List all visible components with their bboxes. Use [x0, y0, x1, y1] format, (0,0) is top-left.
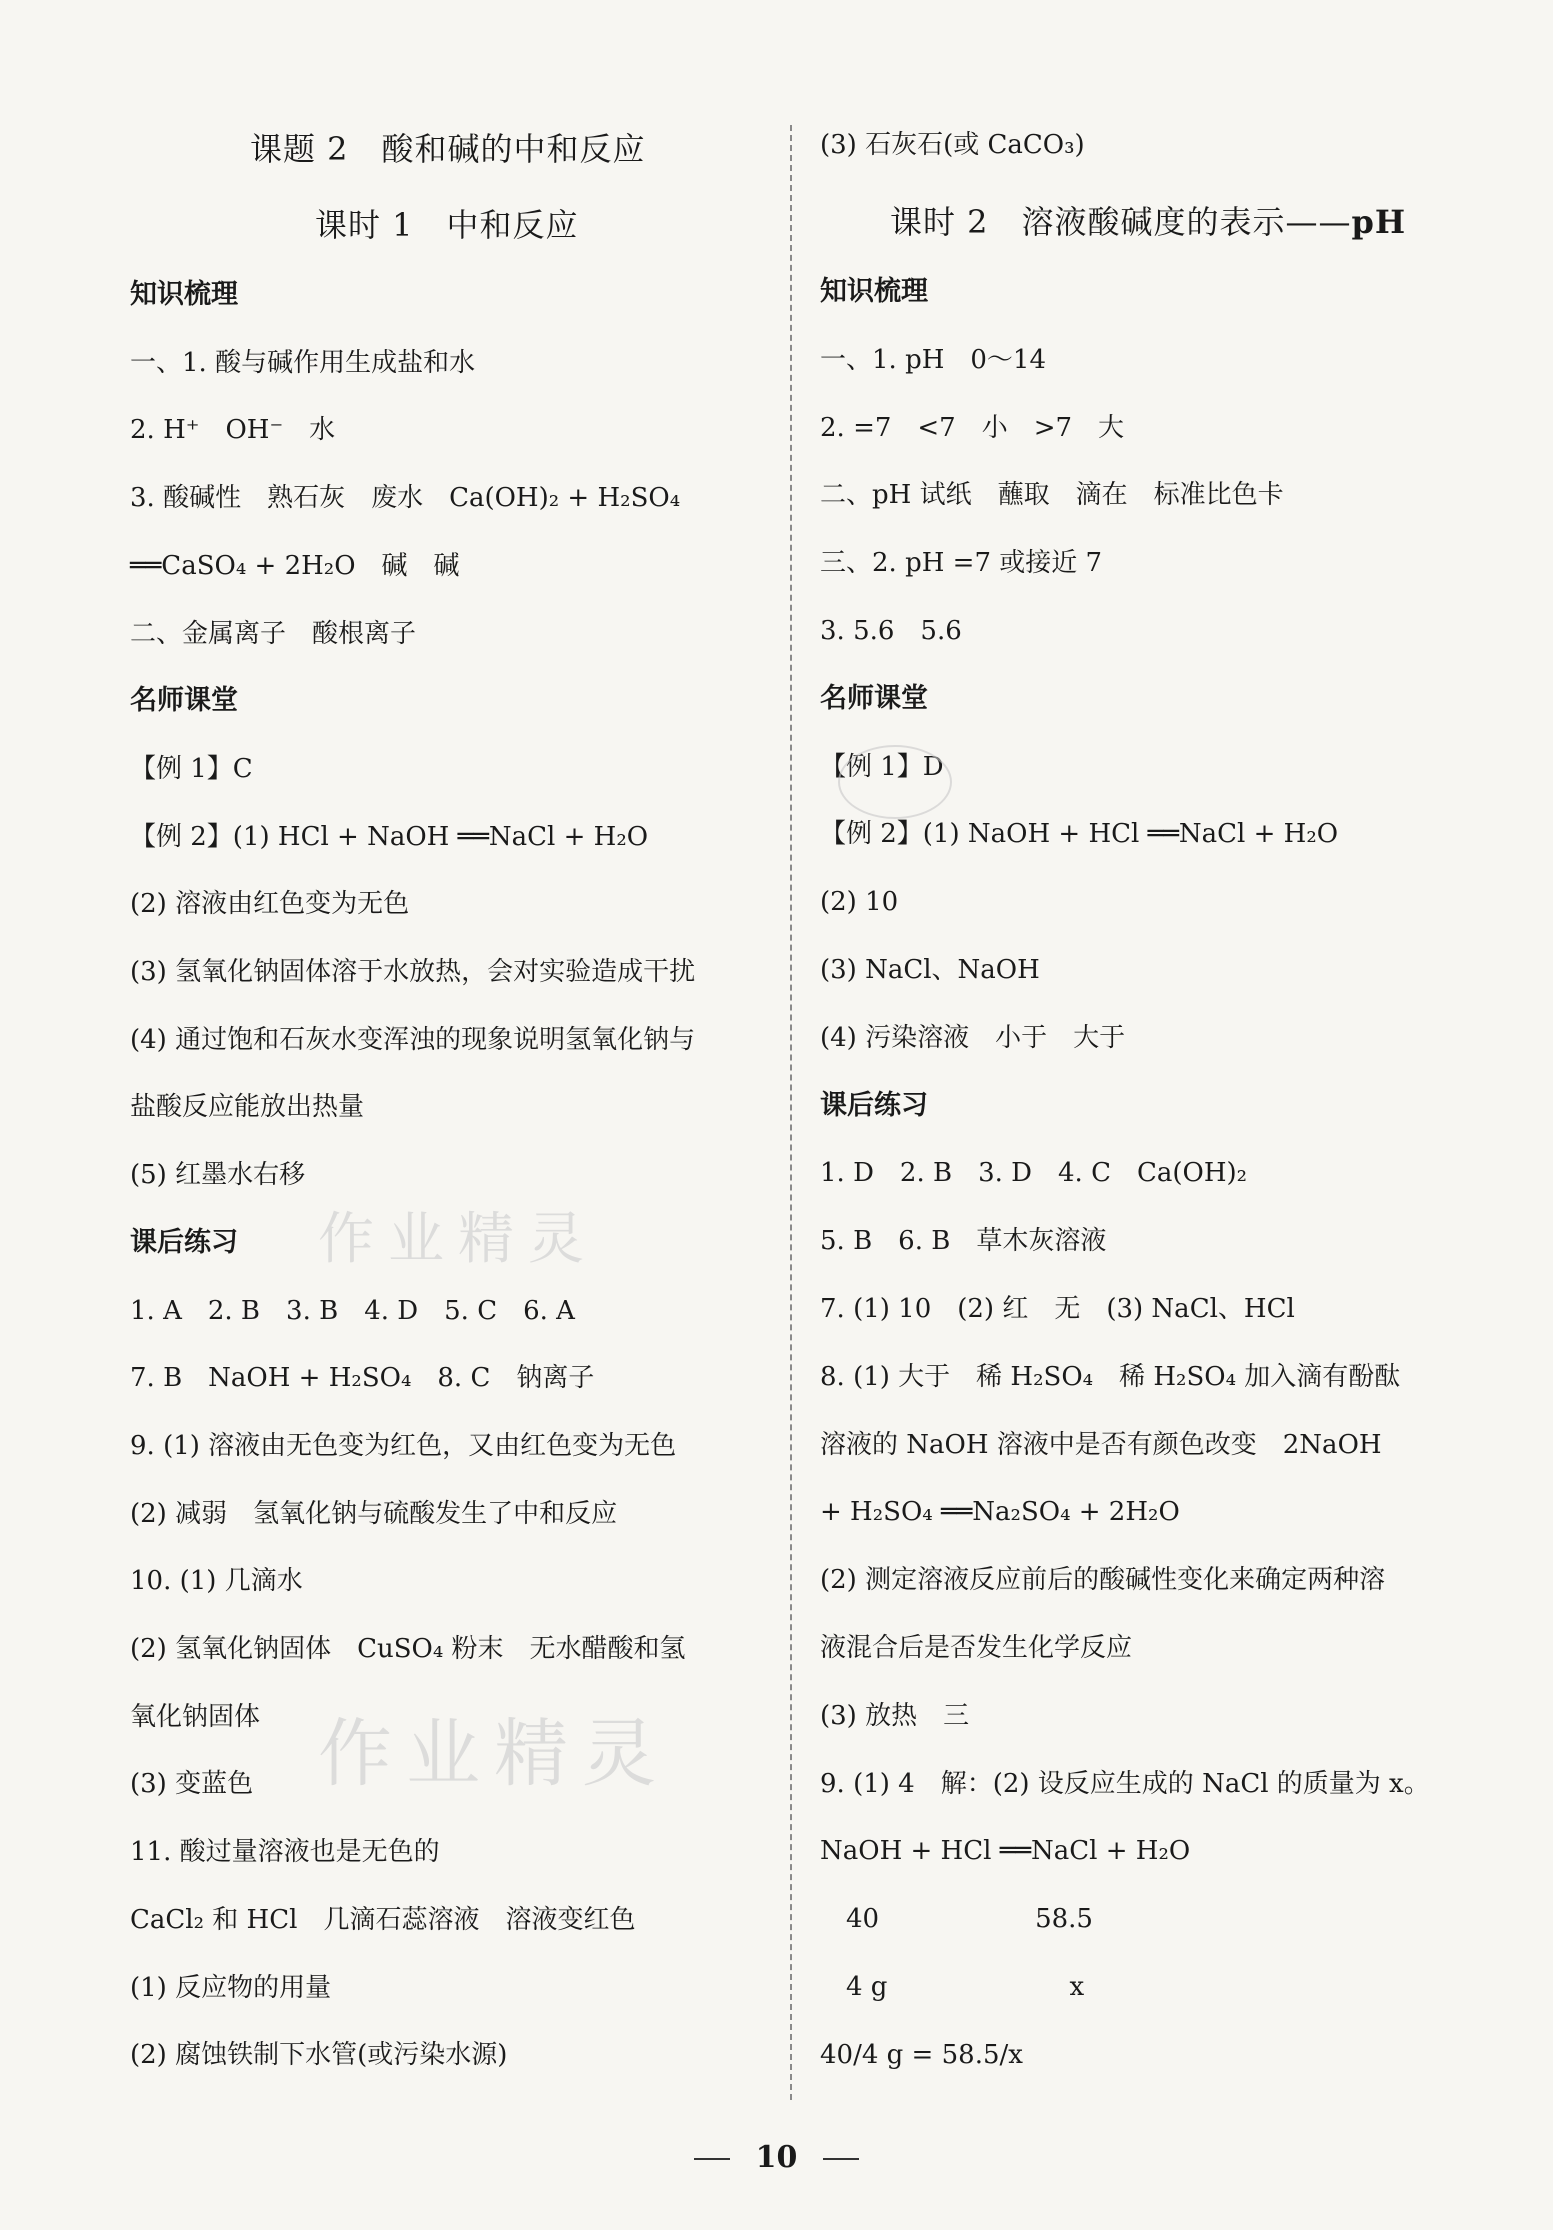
section-heading: 知识梳理: [820, 276, 928, 307]
answer-line: 液混合后是否发生化学反应: [820, 1633, 1133, 1663]
answer-line: 三、2. pH =7 或接近 7: [820, 548, 1103, 579]
answer-line: (2) 溶液由红色变为无色: [130, 889, 410, 920]
answer-line: 【例 1】D: [820, 751, 944, 782]
answer-line: (4) 通过饱和石灰水变浑浊的现象说明氢氧化钠与: [130, 1024, 696, 1055]
section-heading: 名师课堂: [820, 682, 928, 714]
section-heading: 名师课堂: [130, 685, 238, 717]
answer-line: 10. (1) 几滴水: [130, 1566, 303, 1597]
answer-line: (4) 污染溶液 小于 大于: [820, 1022, 1126, 1053]
answer-line: 【例 1】C: [130, 753, 253, 784]
answer-line: 【例 2】(1) NaOH + HCl ══NaCl + H₂O: [820, 819, 1339, 850]
answer-line: 溶液的 NaOH 溶液中是否有颜色改变 2NaOH: [820, 1429, 1382, 1460]
answer-line: (2) 减弱 氢氧化钠与硫酸发生了中和反应: [130, 1498, 618, 1529]
answer-line: 1. A 2. B 3. B 4. D 5. C 6. A: [130, 1295, 575, 1326]
answer-line: 2. H⁺ OH⁻ 水: [130, 415, 336, 446]
answer-line: + H₂SO₄ ══Na₂SO₄ + 2H₂O: [820, 1497, 1180, 1528]
answer-line: 二、金属离子 酸根离子: [130, 618, 417, 649]
answer-line: 40 58.5: [820, 1904, 1093, 1935]
stamp-mark: [838, 745, 952, 819]
answer-line: ══CaSO₄ + 2H₂O 碱 碱: [130, 550, 460, 581]
answer-line: 盐酸反应能放出热量: [130, 1092, 365, 1123]
page-number: 10: [755, 2140, 798, 2175]
answer-line: 7. (1) 10 (2) 红 无 (3) NaCl、HCl: [820, 1294, 1295, 1324]
answer-line: 1. D 2. B 3. D 4. C Ca(OH)₂: [820, 1158, 1248, 1189]
lesson-title-1: 课时 1 中和反应: [315, 206, 579, 244]
answer-line: (2) 测定溶液反应前后的酸碱性变化来确定两种溶: [820, 1565, 1386, 1596]
answer-line: (3) 氢氧化钠固体溶于水放热，会对实验造成干扰: [130, 957, 696, 987]
page-footer: [0, 2140, 1553, 2175]
answer-line: 一、1. pH 0～14: [820, 344, 1047, 375]
answer-line: 40/4 g = 58.5/x: [820, 2039, 1023, 2070]
section-heading: 课后练习: [820, 1089, 928, 1121]
answer-line: (3) 变蓝色: [130, 1769, 254, 1800]
answer-line: (2) 氢氧化钠固体 CuSO₄ 粉末 无水醋酸和氢: [130, 1634, 686, 1664]
answer-line: 氧化钠固体: [130, 1701, 261, 1732]
answer-line: 4 g x: [820, 1972, 1085, 2002]
answer-line: (3) NaCl、NaOH: [820, 955, 1040, 985]
answer-line: (5) 红墨水右移: [130, 1160, 306, 1191]
answer-line: CaCl₂ 和 HCl 几滴石蕊溶液 溶液变红色: [130, 1904, 636, 1935]
answer-line: (2) 腐蚀铁制下水管(或污染水源): [130, 2040, 508, 2071]
section-heading: 课后练习: [130, 1226, 238, 1258]
topic-title: 课题 2 酸和碱的中和反应: [250, 130, 646, 168]
answer-line: 一、1. 酸与碱作用生成盐和水: [130, 347, 476, 378]
answer-line: 3. 5.6 5.6: [820, 616, 962, 646]
answer-line: 7. B NaOH + H₂SO₄ 8. C 钠离子: [130, 1363, 595, 1394]
section-heading: 知识梳理: [130, 279, 238, 310]
answer-line: 5. B 6. B 草木灰溶液: [820, 1226, 1107, 1257]
column-divider: [790, 125, 792, 2100]
answer-line: 9. (1) 4 解：(2) 设反应生成的 NaCl 的质量为 x。: [820, 1768, 1430, 1799]
answer-line: 2. =7 <7 小 >7 大: [820, 412, 1125, 443]
answer-line: NaOH + HCl ══NaCl + H₂O: [820, 1836, 1191, 1867]
answer-line: 9. (1) 溶液由无色变为红色，又由红色变为无色: [130, 1430, 677, 1461]
answer-line: 二、pH 试纸 蘸取 滴在 标准比色卡: [820, 480, 1284, 511]
footer-dash: [694, 2158, 730, 2160]
answer-line: 8. (1) 大于 稀 H₂SO₄ 稀 H₂SO₄ 加入滴有酚酞: [820, 1361, 1401, 1392]
answer-line: 【例 2】(1) HCl + NaOH ══NaCl + H₂O: [130, 821, 649, 852]
watermark: 作业精灵: [318, 1711, 670, 1797]
lesson-title-2: [890, 205, 1406, 239]
lesson-title-text: 课时 2 溶液酸碱度的表示——: [890, 203, 1352, 241]
answer-line: 3. 酸碱性 熟石灰 废水 Ca(OH)₂ + H₂SO₄: [130, 483, 681, 514]
footer-dash: [823, 2158, 859, 2160]
answer-line: (2) 10: [820, 887, 899, 918]
answer-line: (3) 放热 三: [820, 1700, 970, 1731]
answer-line: 11. 酸过量溶液也是无色的: [130, 1837, 440, 1868]
watermark: 作业精灵: [318, 1207, 598, 1272]
lesson-title-ph: pH: [1351, 203, 1407, 241]
answer-line: (1) 反应物的用量: [130, 1972, 332, 2003]
answer-line: (3) 石灰石(或 CaCO₃): [820, 130, 1085, 160]
